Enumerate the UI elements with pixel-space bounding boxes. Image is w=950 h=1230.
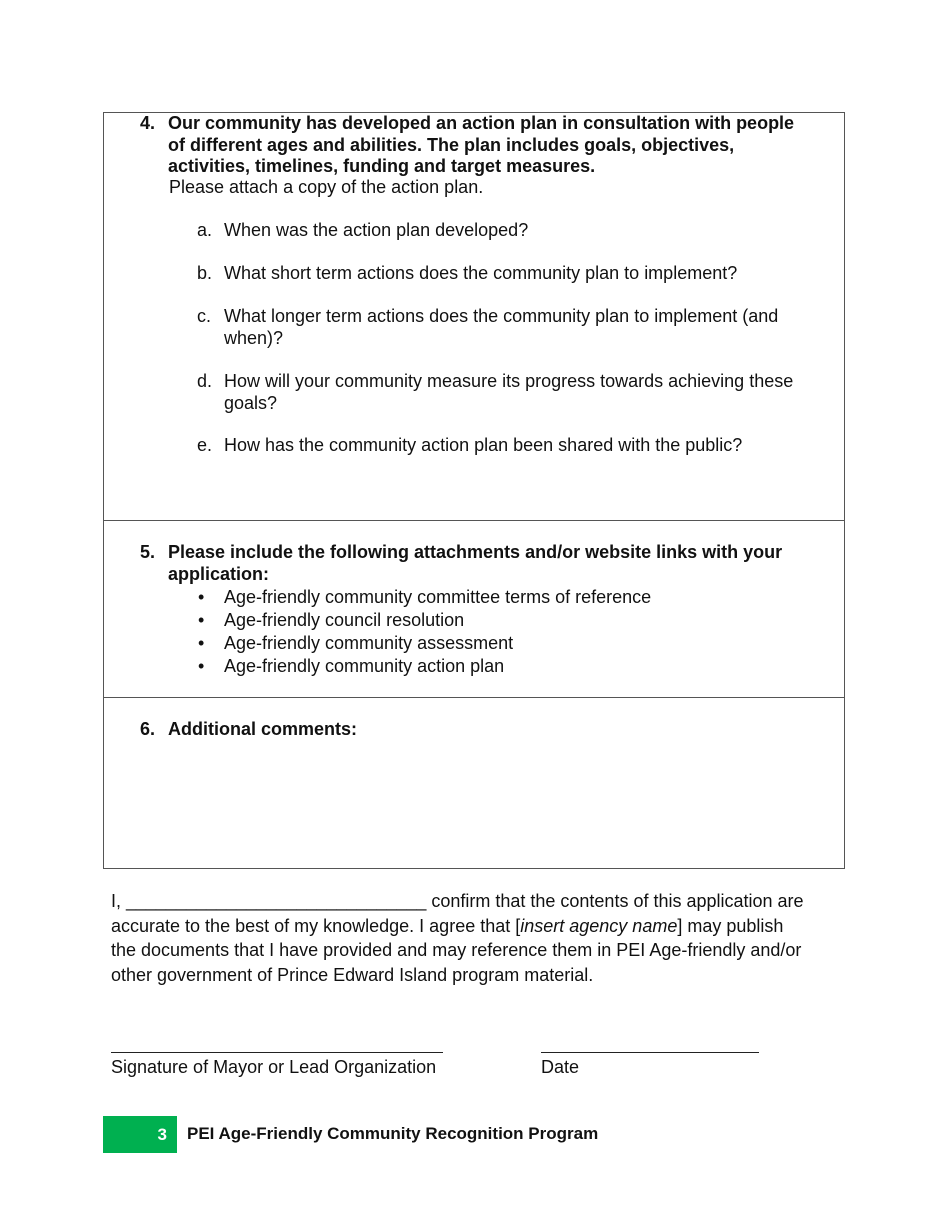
sub-question-text: goals? (224, 392, 278, 413)
sub-question-label: c. (197, 306, 212, 326)
sub-question-text: When was the action plan developed? (224, 220, 529, 240)
bullet-text: Age-friendly community committee terms of reference (224, 587, 652, 607)
sub-question-text: What longer term actions does the community plan to implement (and (224, 306, 779, 326)
footer-program-title: PEI Age-Friendly Community Recognition Program (187, 1124, 599, 1143)
sub-question-label: b. (197, 263, 213, 283)
sub-question-label: a. (197, 220, 213, 240)
section-5-box (103, 520, 845, 698)
declaration-paragraph (111, 889, 841, 987)
declaration-line (111, 889, 841, 914)
bullet-icon: • (198, 610, 205, 630)
sub-question-text: How will your community measure its progress towards achieving these (224, 371, 794, 391)
page-number-badge: 3 (103, 1116, 177, 1153)
section-4-box (103, 112, 845, 521)
sub-question-label: e. (197, 435, 213, 455)
question-heading (168, 542, 828, 585)
declaration-line (111, 914, 841, 939)
declaration-text: I, (111, 891, 127, 911)
declaration-text: confirm that the contents of this application are (426, 891, 804, 911)
heading-line: activities, timelines, funding and target measures. (168, 156, 596, 176)
heading-line: Our community has developed an action plan in consultation with people (168, 113, 795, 133)
signature-line (111, 1034, 443, 1053)
heading-line: Please include the following attachments and/or website links with your (168, 542, 783, 562)
section-6-box (103, 697, 845, 869)
declaration-line: the documents that I have provided and may reference them in PEI Age-friendly and/or (111, 940, 802, 960)
agency-name-placeholder: insert agency name (520, 915, 678, 936)
date-line (541, 1034, 759, 1053)
attach-note: Please attach a copy of the action plan. (169, 177, 484, 197)
name-blank-field: ______________________________ (126, 891, 427, 911)
sub-question-label: d. (197, 371, 213, 391)
bullet-icon: • (198, 656, 205, 676)
heading-line: application: (168, 563, 270, 584)
signature-label: Signature of Mayor or Lead Organization (111, 1057, 437, 1077)
bullet-text: Age-friendly community action plan (224, 656, 505, 676)
sub-question-text: when)? (224, 327, 284, 348)
heading-line: of different ages and abilities. The plan includes goals, objectives, (168, 134, 735, 155)
declaration-text: accurate to the best of my knowledge. I agree that [ (111, 915, 521, 936)
declaration-text: ] may publish (677, 915, 784, 936)
sub-question-text: How has the community action plan been shared with the public? (224, 435, 743, 455)
date-label: Date (541, 1057, 580, 1077)
question-number: 4. (140, 113, 156, 133)
bullet-icon: • (198, 587, 205, 607)
bullet-text: Age-friendly community assessment (224, 633, 514, 653)
question-number: 5. (140, 542, 156, 562)
bullet-text: Age-friendly council resolution (224, 610, 465, 630)
sub-question-text: What short term actions does the community plan to implement? (224, 263, 738, 283)
question-number: 6. (140, 719, 156, 739)
declaration-line: other government of Prince Edward Island program material. (111, 964, 594, 985)
question-heading: Additional comments: (168, 719, 358, 739)
bullet-icon: • (198, 633, 205, 653)
question-heading (168, 113, 828, 178)
